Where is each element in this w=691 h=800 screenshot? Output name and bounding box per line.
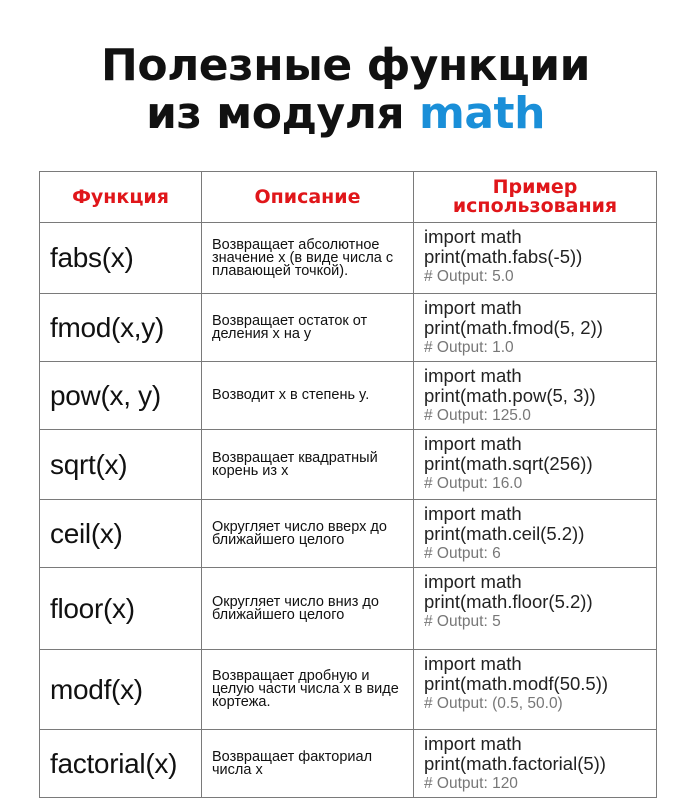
example-output: # Output: 120 — [424, 775, 518, 792]
function-description: Возвращает квадратный корень из x — [202, 430, 414, 500]
header-function: Функция — [40, 172, 202, 223]
function-example — [414, 362, 657, 430]
function-name: fmod(x,y) — [40, 294, 202, 362]
example-print: print(math.ceil(5.2)) — [424, 523, 585, 544]
function-name: sqrt(x) — [40, 430, 202, 500]
example-print: print(math.factorial(5)) — [424, 753, 606, 774]
example-import: import math — [424, 433, 522, 454]
function-description: Возвращает факториал числа x — [202, 730, 414, 798]
header-example-line1: Пример — [492, 176, 578, 198]
example-print: print(math.modf(50.5)) — [424, 673, 609, 694]
function-example — [414, 730, 657, 798]
table-row — [40, 650, 657, 730]
example-import: import math — [424, 653, 522, 674]
function-description: Возводит x в степень y. — [202, 362, 414, 430]
title-prefix: из модуля — [146, 88, 419, 139]
example-import: import math — [424, 226, 522, 247]
example-output: # Output: 5.0 — [424, 268, 514, 285]
table-header-row — [40, 172, 657, 223]
table-row — [40, 568, 657, 650]
table-row — [40, 730, 657, 798]
function-description: Округляет число вверх до ближайшего целого — [202, 500, 414, 568]
title-highlight: math — [419, 88, 545, 139]
function-name: factorial(x) — [40, 730, 202, 798]
example-import: import math — [424, 571, 522, 592]
example-import: import math — [424, 733, 522, 754]
table-row — [40, 500, 657, 568]
function-example — [414, 430, 657, 500]
function-name: modf(x) — [40, 650, 202, 730]
example-output: # Output: 1.0 — [424, 339, 514, 356]
table-row — [40, 223, 657, 294]
example-output: # Output: 125.0 — [424, 407, 531, 424]
header-example — [414, 172, 657, 223]
example-output: # Output: 5 — [424, 613, 501, 630]
table-row — [40, 294, 657, 362]
function-description: Возвращает абсолютное значение x (в виде числа с плавающей точкой). — [202, 223, 414, 294]
function-example — [414, 650, 657, 730]
example-output: # Output: (0.5, 50.0) — [424, 695, 563, 712]
table-row — [40, 362, 657, 430]
function-example — [414, 500, 657, 568]
example-output: # Output: 16.0 — [424, 475, 523, 492]
example-print: print(math.floor(5.2)) — [424, 591, 593, 612]
example-import: import math — [424, 365, 522, 386]
example-print: print(math.pow(5, 3)) — [424, 385, 596, 406]
function-name: floor(x) — [40, 568, 202, 650]
example-import: import math — [424, 297, 522, 318]
title-line-2 — [0, 90, 691, 138]
function-example — [414, 223, 657, 294]
example-print: print(math.fabs(-5)) — [424, 246, 583, 267]
function-description: Округляет число вниз до ближайшего целого — [202, 568, 414, 650]
table-row — [40, 430, 657, 500]
function-name: ceil(x) — [40, 500, 202, 568]
example-print: print(math.sqrt(256)) — [424, 453, 593, 474]
function-example — [414, 568, 657, 650]
function-name: fabs(x) — [40, 223, 202, 294]
example-print: print(math.fmod(5, 2)) — [424, 317, 603, 338]
function-description: Возвращает остаток от деления x на y — [202, 294, 414, 362]
page-title — [0, 42, 691, 138]
function-description: Возвращает дробную и целую части числа x в виде кортежа. — [202, 650, 414, 730]
header-description: Описание — [202, 172, 414, 223]
title-line-1: Полезные функции — [101, 40, 590, 91]
function-name: pow(x, y) — [40, 362, 202, 430]
example-output: # Output: 6 — [424, 545, 501, 562]
example-import: import math — [424, 503, 522, 524]
header-example-line2: использования — [452, 195, 618, 217]
functions-table — [39, 171, 657, 798]
function-example — [414, 294, 657, 362]
